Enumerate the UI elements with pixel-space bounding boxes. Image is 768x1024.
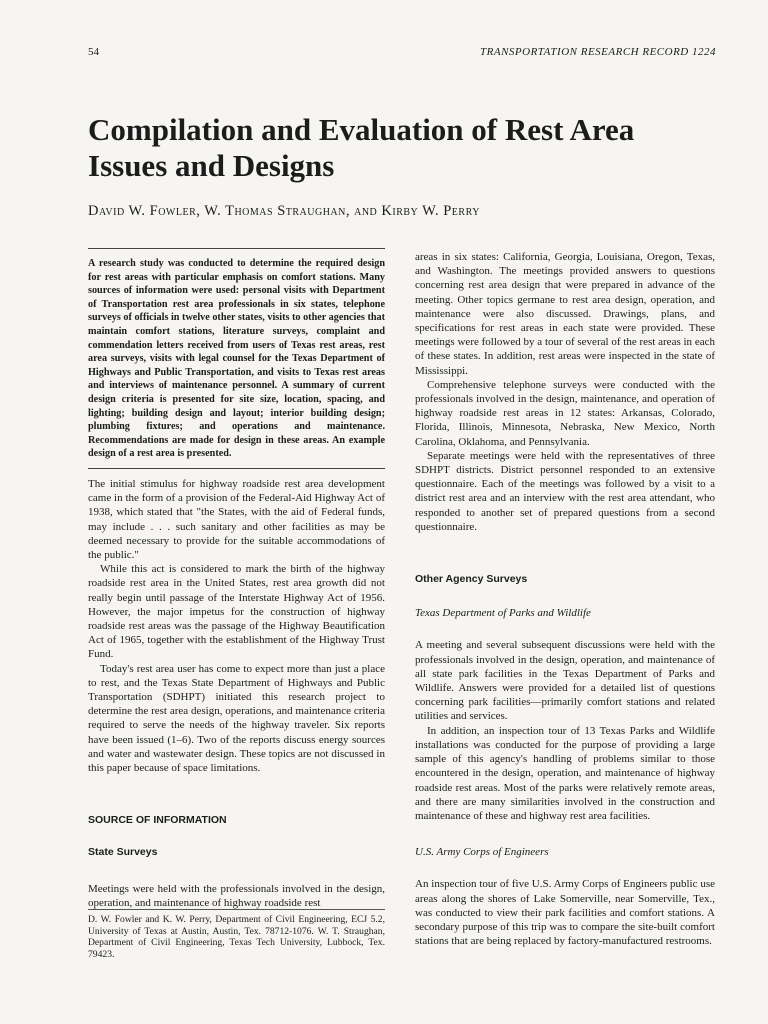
body-paragraph: An inspection tour of five U.S. Army Corps of Engineers public use areas along the shores of Lake Somerville, near Somerville, Tex., was conducted to view their park facilities and comfort stations. A secondary purpose of this trip was to compare the site-built comfort stations that are being replaced by factory-manufactured restrooms. [415, 878, 715, 948]
intro-paragraph: The initial stimulus for highway roadside rest area development came in the form of a provision of the Federal-Aid Highway Act of 1938, which stated that "the States, with the aid of Federal funds, may include . . . such sanitary and other facilities as may be deemed necessary to provide for the suitable accommodations of the public." [88, 477, 385, 561]
italic-heading: Texas Department of Parks and Wildlife [415, 607, 591, 620]
body-paragraph: areas in six states: California, Georgia, Louisiana, Oregon, Texas, and Washington. The meetings provided answers to questions concerning rest area design that were prepared in advance of the meeting. Other topics germane to rest area design, operation, and maintenance were also discussed. Drawings, plans, and specifications for rest areas in each state were provided. These meetings were followed by a tour of several of the rest areas in each of these states. In addition, rest areas were inspected in the state of Mississippi. [415, 251, 715, 377]
section-heading: SOURCE OF INFORMATION [88, 814, 227, 827]
page-number: 54 [88, 46, 99, 58]
body-paragraph: A meeting and several subsequent discussions were held with the professionals involved in the design, operation, and maintenance of all state park facilities in the Texas Department of Parks and Wildlife. Answers were provided for a detailed list of questions concerning park facilities—primarily comfort stations and related utilities and services. [415, 639, 715, 723]
body-paragraph: Comprehensive telephone surveys were conducted with the professionals involved in the design, maintenance, and operation of highway roadside rest areas in 12 states: Arkansas, Colorado, Florida, Illinois, Minnesota, Nebraska, New Mexico, North Carolina, Oklahoma, and Pennsylvania. [415, 378, 715, 448]
body-paragraph: In addition, an inspection tour of 13 Texas Parks and Wildlife installations was conducted for the purpose of providing a large sample of this agency's handling of problems similar to those encountered in the design, operation, and maintenance of highway roadside rest areas. Most of the parks were relatively remote areas, and there are many similarities involved in the construction and maintenance of these and highway rest area facilities. [415, 724, 715, 822]
italic-heading: U.S. Army Corps of Engineers [415, 846, 549, 859]
running-head: TRANSPORTATION RESEARCH RECORD 1224 [480, 46, 716, 58]
body-paragraph: Meetings were held with the professionals involved in the design, operation, and maintenance of highway roadside rest [88, 882, 385, 909]
paper-title: Compilation and Evaluation of Rest Area Issues and Designs [88, 112, 635, 183]
subsection-heading: Other Agency Surveys [415, 573, 528, 586]
footnote: D. W. Fowler and K. W. Perry, Department of Civil Engineering, ECJ 5.2, University of Texas at Austin, Austin, Tex. 78712-1076. W. T. Straughan, Department of Civil Engineering, Texas Tech University, Lubbock, Tex. 79423. [88, 909, 385, 960]
authors-line: David W. Fowler, W. Thomas Straughan, and Kirby W. Perry [88, 203, 480, 219]
abstract: A research study was conducted to determine the required design for rest areas with particular emphasis on comfort stations. Many sources of information were used: personal visits with Department of Transportation rest area professionals in six states, telephone surveys of officials in twelve other states, visits to other agencies that maintain comfort stations, literature surveys, complaint and commendation letters received from users of Texas rest areas, rest area surveys, visits with legal counsel for the Texas Department of Highways and Public Transportation, and visits to Texas rest areas and interviews of maintenance personnel. A summary of current design criteria is presented for site size, location, spacing, and lighting; building design and layout; interior building design; plumbing fixtures; and operations and maintenance. Recommendations are made for design in these areas. An example design of a rest area is presented. [88, 248, 385, 469]
body-paragraph: Separate meetings were held with the representatives of three SDHPT districts. District personnel responded to an extensive questionnaire. Each of the meetings was followed by a visit to a district rest area and an interview with the rest area attendant, who responded to another set of prepared questions from a second questionnaire. [415, 449, 715, 533]
right-column [415, 250, 715, 948]
subsection-heading: State Surveys [88, 846, 158, 859]
intro-paragraph: While this act is considered to mark the birth of the highway roadside rest area in the United States, rest area growth did not really begin until passage of the Interstate Highway Act of 1956. However, the major impetus for the construction of highway roadside rest areas was the passage of the Highway Beautification Act of 1965, together with the establishment of the Highway Trust Fund. [88, 563, 385, 661]
intro-paragraph: Today's rest area user has come to expect more than just a place to rest, and the Texas State Department of Highways and Public Transportation (SDHPT) initiated this research project to determine the rest area design, operations, and maintenance criteria required to serve the needs of the highway traveler. Six reports have been issued (1–6). Two of the reports discuss energy sources and water and wastewater design. These topics are not discussed in this paper because of space limitations. [88, 662, 385, 774]
left-column [88, 248, 385, 910]
